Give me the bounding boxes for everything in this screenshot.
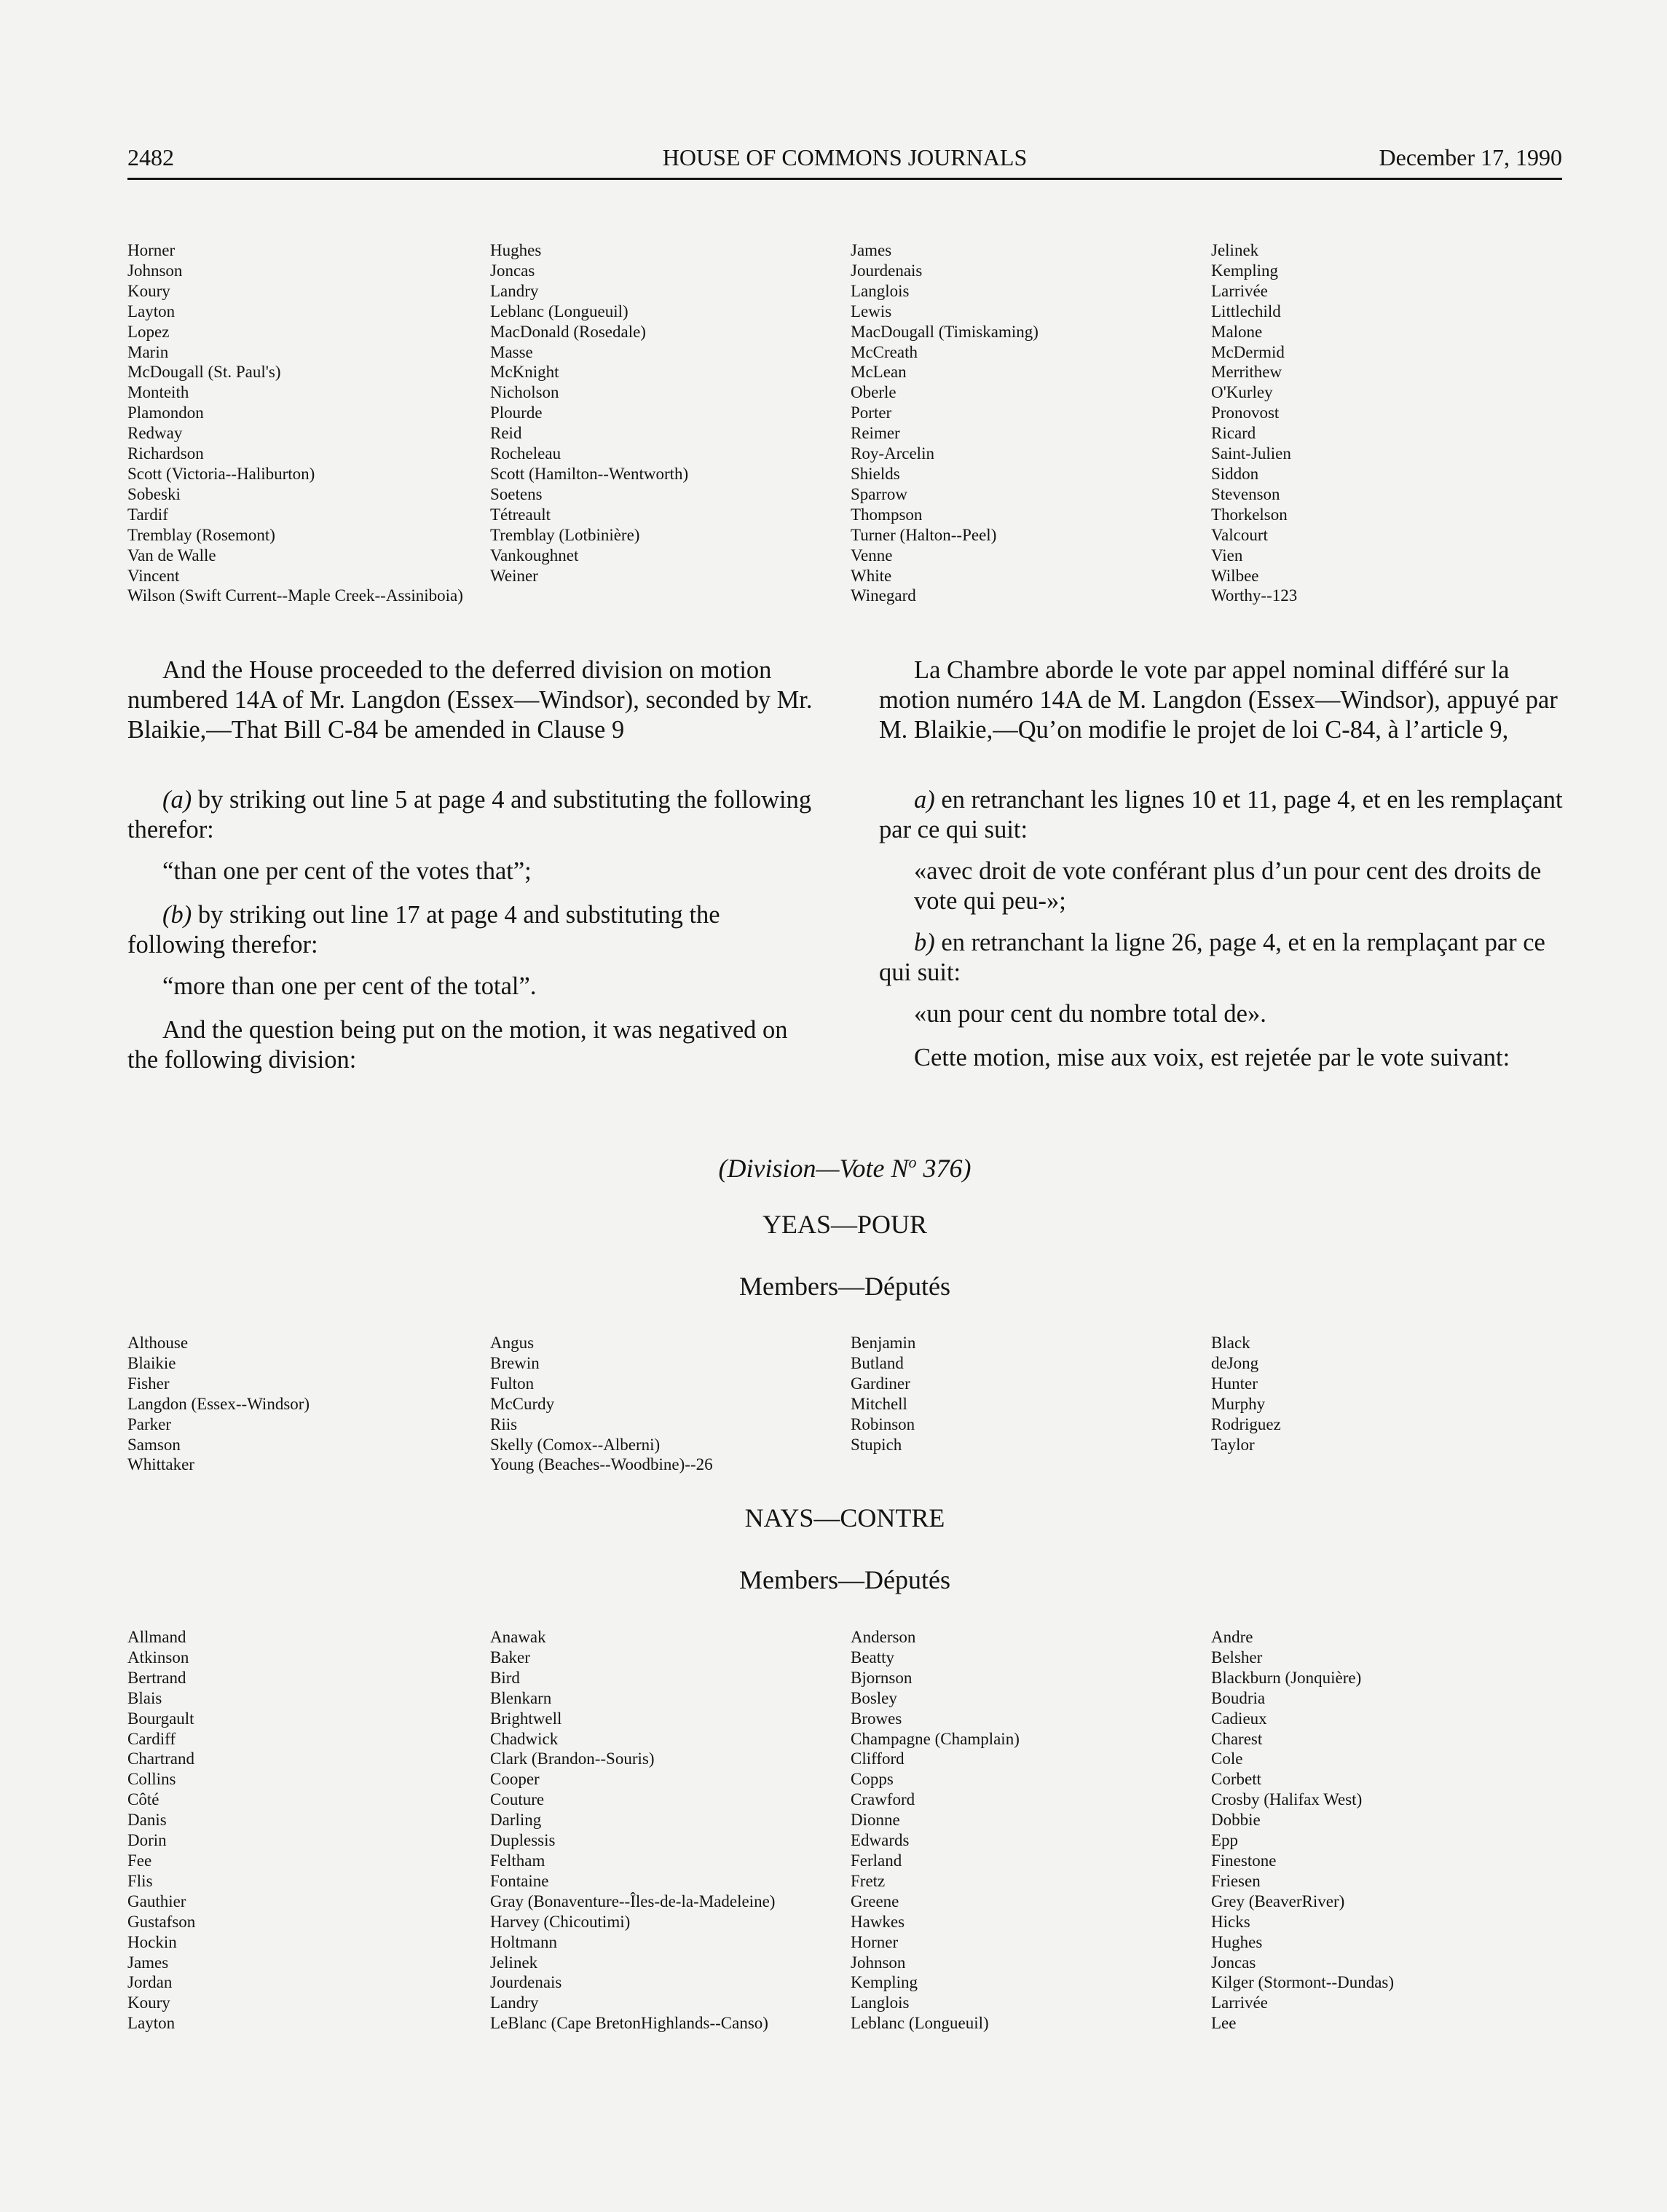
member-name: Skelly (Comox--Alberni) — [490, 1435, 661, 1454]
member-name: Marin — [127, 342, 169, 361]
division-label-text: Division—Vote N — [727, 1154, 909, 1183]
member-name: Plamondon — [127, 404, 204, 422]
member-name: Leblanc (Longueuil) — [490, 302, 628, 320]
member-name: Johnson — [127, 261, 183, 280]
member-name: Chartrand — [127, 1749, 194, 1768]
member-name: Hockin — [127, 1932, 177, 1951]
member-name: Bird — [490, 1668, 520, 1687]
member-name: Pronovost — [1211, 404, 1280, 422]
member-name: Gardiner — [851, 1374, 910, 1393]
yeas-col-4 — [1211, 1333, 1281, 1455]
member-name: Hughes — [490, 241, 542, 259]
member-name: Roy-Arcelin — [851, 444, 934, 463]
member-name: Ricard — [1211, 424, 1256, 443]
member-name: Van de Walle — [127, 546, 216, 564]
page-number: 2482 — [127, 144, 174, 170]
member-name: Sobeski — [127, 484, 181, 503]
member-name: Oberle — [851, 383, 896, 402]
member-name: Baker — [490, 1648, 530, 1666]
member-name: Brightwell — [490, 1709, 562, 1728]
member-name: James — [127, 1953, 169, 1972]
yeas-members-heading: Members—Députés — [739, 1272, 950, 1301]
member-name: Langlois — [851, 281, 910, 300]
member-name: Scott (Victoria--Haliburton) — [127, 464, 315, 483]
member-name: McCurdy — [490, 1394, 555, 1413]
member-name: Taylor — [1211, 1435, 1255, 1454]
member-name: Gustafson — [127, 1912, 196, 1931]
member-name: LeBlanc (Cape BretonHighlands--Canso) — [490, 2014, 768, 2033]
member-name: Whittaker — [127, 1455, 194, 1474]
member-name: Kilger (Stormont--Dundas) — [1211, 1973, 1395, 1992]
member-name: Darling — [490, 1811, 542, 1830]
member-name: Crawford — [851, 1790, 915, 1809]
member-name: Porter — [851, 404, 892, 422]
member-name: Sparrow — [851, 484, 907, 503]
member-name: Dobbie — [1211, 1811, 1261, 1830]
english-marker-a: (a) — [162, 786, 192, 814]
prior-list-col-1 — [127, 240, 315, 586]
english-text — [127, 656, 819, 1075]
member-name: Leblanc (Longueuil) — [851, 2014, 989, 2033]
page-header — [127, 140, 1562, 176]
member-name: Rocheleau — [490, 444, 561, 463]
yeas-members-list — [127, 1333, 1562, 1479]
member-name: Boudria — [1211, 1688, 1266, 1707]
french-quote-a: «avec droit de vote conférant plus d’un pour cent des droits de vote qui peu-»; — [914, 857, 1542, 915]
french-para-b — [879, 928, 1571, 986]
member-name: Rodriguez — [1211, 1414, 1281, 1433]
member-name: Malone — [1211, 322, 1263, 341]
member-name: Crosby (Halifax West) — [1211, 1790, 1363, 1809]
division-label: (Division—Vote $N^o$ 376) — [718, 1153, 972, 1183]
english-result: And the question being put on the motion, it was negatived on the following division: — [127, 1016, 788, 1074]
member-name: Cole — [1211, 1749, 1243, 1768]
member-name: Jelinek — [1211, 241, 1259, 259]
french-result: Cette motion, mise aux voix, est rejetée par le vote suivant: — [914, 1044, 1510, 1071]
member-name: Côté — [127, 1790, 159, 1809]
member-name: Belsher — [1211, 1648, 1263, 1666]
member-name: McLean — [851, 363, 907, 382]
member-name: MacDonald (Rosedale) — [490, 322, 646, 341]
member-name: Charest — [1211, 1729, 1263, 1748]
english-quote-b: “more than one per cent of the total”. — [162, 972, 537, 1000]
member-name: Couture — [490, 1790, 545, 1809]
member-name: Clifford — [851, 1749, 905, 1768]
member-name: Layton — [127, 2014, 176, 2033]
nays-members-heading: Members—Députés — [739, 1565, 950, 1594]
member-name: Benjamin — [851, 1334, 916, 1352]
member-name: Atkinson — [127, 1648, 189, 1666]
member-name: Hawkes — [851, 1912, 905, 1931]
french-marker-b: b) — [914, 929, 935, 956]
member-name: Flis — [127, 1871, 153, 1890]
member-name: Thorkelson — [1211, 505, 1288, 524]
member-name: McDermid — [1211, 342, 1285, 361]
member-name: Fisher — [127, 1374, 170, 1393]
prior-list-col-4 — [1211, 240, 1297, 606]
member-name: Harvey (Chicoutimi) — [490, 1912, 631, 1931]
member-name: Hicks — [1211, 1912, 1250, 1931]
member-name: Bjornson — [851, 1668, 913, 1687]
member-name: Larrivée — [1211, 281, 1268, 300]
member-name: McKnight — [490, 363, 559, 382]
french-para-a — [879, 785, 1571, 843]
member-name: Riis — [490, 1414, 518, 1433]
member-name: Tremblay (Lotbinière) — [490, 525, 640, 544]
member-name: Hunter — [1211, 1374, 1258, 1393]
member-name: Wilbee — [1211, 566, 1259, 585]
member-name: White — [851, 566, 892, 585]
member-name: Finestone — [1211, 1851, 1277, 1870]
member-name: Champagne (Champlain) — [851, 1729, 1020, 1748]
member-name: Cadieux — [1211, 1709, 1267, 1728]
member-name: Copps — [851, 1770, 894, 1789]
member-name: Dorin — [127, 1831, 167, 1850]
journal-title: HOUSE OF COMMONS JOURNALS — [662, 144, 1028, 170]
french-marker-a: a) — [914, 786, 935, 814]
yeas-col-3 — [851, 1333, 915, 1455]
member-name: Fee — [127, 1851, 152, 1870]
member-name: Vincent — [127, 566, 180, 585]
member-name: Littlechild — [1211, 302, 1281, 320]
member-name: Beatty — [851, 1648, 895, 1666]
member-name: Vien — [1211, 546, 1243, 564]
prior-list-col-2 — [490, 240, 688, 586]
member-name: Mitchell — [851, 1394, 907, 1413]
member-name: Angus — [490, 1334, 535, 1352]
member-name: Brewin — [490, 1353, 540, 1372]
member-name: Blackburn (Jonquière) — [1211, 1668, 1362, 1687]
member-name: Lopez — [127, 322, 170, 341]
member-name: deJong — [1211, 1353, 1259, 1372]
member-name: MacDougall (Timiskaming) — [851, 322, 1039, 341]
member-name: Richardson — [127, 444, 204, 463]
member-name: Blenkarn — [490, 1688, 552, 1707]
member-name: Feltham — [490, 1851, 545, 1870]
english-text-a: by striking out line 5 at page 4 and substituting the following therefor: — [127, 786, 812, 843]
yeas-col-2 — [490, 1333, 713, 1475]
member-name: Vankoughnet — [490, 546, 579, 564]
member-name: Holtmann — [490, 1932, 557, 1951]
member-name: Koury — [127, 281, 170, 300]
member-name: Friesen — [1211, 1871, 1261, 1890]
member-name: Gauthier — [127, 1892, 186, 1910]
journal-date: December 17, 1990 — [1379, 144, 1562, 170]
member-name: Jourdenais — [490, 1973, 562, 1992]
member-name: Masse — [490, 342, 533, 361]
member-name: Stevenson — [1211, 484, 1280, 503]
member-name: Langdon (Essex--Windsor) — [127, 1394, 310, 1413]
member-name: Joncas — [1211, 1953, 1256, 1972]
member-name: Butland — [851, 1353, 904, 1372]
member-name: Merrithew — [1211, 363, 1282, 382]
member-name: Dionne — [851, 1811, 900, 1830]
member-name: Worthy--123 — [1211, 586, 1298, 605]
yeas-heading: YEAS—POUR — [762, 1210, 928, 1239]
english-quote-a: “than one per cent of the votes that”; — [162, 857, 532, 885]
french-text — [879, 656, 1571, 1073]
member-name: Corbett — [1211, 1770, 1261, 1789]
member-name: Anderson — [851, 1628, 916, 1646]
member-name: Browes — [851, 1709, 902, 1728]
member-name: Grey (BeaverRiver) — [1211, 1892, 1345, 1910]
member-name: Collins — [127, 1770, 176, 1789]
member-name: James — [851, 241, 892, 259]
english-marker-b: (b) — [162, 901, 192, 929]
member-name: Fulton — [490, 1374, 535, 1393]
member-name: Tardif — [127, 505, 168, 524]
member-name: Thompson — [851, 505, 923, 524]
member-name: Lee — [1211, 2014, 1237, 2033]
prior-members-list — [127, 240, 1562, 612]
english-text-b: by striking out line 17 at page 4 and substituting the following therefor: — [127, 901, 720, 959]
member-name: Lewis — [851, 302, 892, 320]
member-name: Parker — [127, 1414, 172, 1433]
member-name: Langlois — [851, 1993, 910, 2012]
member-name: Samson — [127, 1435, 181, 1454]
member-name: O'Kurley — [1211, 383, 1273, 402]
member-name: Jordan — [127, 1973, 173, 1992]
member-name: Clark (Brandon--Souris) — [490, 1749, 655, 1768]
member-name: Reid — [490, 424, 522, 443]
member-name: Landry — [490, 1993, 539, 2012]
member-name: Landry — [490, 281, 539, 300]
member-name: Stupich — [851, 1435, 902, 1454]
member-name: Allmand — [127, 1628, 186, 1646]
member-name: Scott (Hamilton--Wentworth) — [490, 464, 689, 483]
member-name: Greene — [851, 1892, 899, 1910]
member-name: Kempling — [851, 1973, 918, 1992]
member-name: Layton — [127, 302, 176, 320]
member-name: Reimer — [851, 424, 900, 443]
nays-heading: NAYS—CONTRE — [744, 1503, 945, 1532]
member-name: Joncas — [490, 261, 535, 280]
member-name: Bourgault — [127, 1709, 194, 1728]
member-name: Plourde — [490, 404, 543, 422]
member-name: Hughes — [1211, 1932, 1263, 1951]
french-quote-b: «un pour cent du nombre total de». — [914, 1000, 1266, 1028]
member-name: Saint-Julien — [1211, 444, 1291, 463]
member-name: Danis — [127, 1811, 167, 1830]
member-name: Fretz — [851, 1871, 886, 1890]
member-name: Bertrand — [127, 1668, 186, 1687]
member-name: Horner — [851, 1932, 899, 1951]
member-name: Gray (Bonaventure--Îles-de-la-Madeleine) — [490, 1892, 776, 1910]
member-name: Murphy — [1211, 1394, 1266, 1413]
member-name: Valcourt — [1211, 525, 1268, 544]
member-name: Epp — [1211, 1831, 1239, 1850]
french-text-a: en retranchant les lignes 10 et 11, page 4, et en les remplaçant par ce qui suit: — [879, 786, 1563, 843]
member-name: Horner — [127, 241, 176, 259]
nays-col-4 — [1211, 1627, 1394, 2034]
member-name: Koury — [127, 1993, 170, 2012]
member-name: Nicholson — [490, 383, 559, 402]
member-name: Monteith — [127, 383, 189, 402]
division-number: 376 — [916, 1154, 963, 1183]
member-name: Anawak — [490, 1628, 546, 1646]
english-intro: And the House proceeded to the deferred division on motion numbered 14A of Mr. Langdon (Essex—Windsor), seconded by Mr. Blaikie,—That Bill C-84 be amended in Clause 9 — [127, 656, 813, 744]
division-label-sup: o — [908, 1153, 917, 1171]
yeas-col-1 — [127, 1333, 310, 1475]
prior-list-last-line: Wilson (Swift Current--Maple Creek--Assiniboia) — [127, 586, 463, 605]
member-name: Jelinek — [490, 1953, 538, 1972]
member-name: Larrivée — [1211, 1993, 1268, 2012]
member-name: Bosley — [851, 1688, 897, 1707]
member-name: Duplessis — [490, 1831, 556, 1850]
french-text-b: en retranchant la ligne 26, page 4, et en la remplaçant par ce qui suit: — [879, 929, 1545, 986]
nays-col-1 — [127, 1627, 195, 2034]
member-name: Blaikie — [127, 1353, 176, 1372]
member-name: Fontaine — [490, 1871, 549, 1890]
english-para-b — [127, 900, 819, 959]
member-name: Blais — [127, 1688, 162, 1707]
member-name: Kempling — [1211, 261, 1278, 280]
member-name: Andre — [1211, 1628, 1253, 1646]
nays-members-list — [127, 1627, 1562, 2042]
member-name: Soetens — [490, 484, 543, 503]
french-intro: La Chambre aborde le vote par appel nominal différé sur la motion numéro 14A de M. Langdon (Essex—Windsor), appuyé par M. Blaikie,—Qu’on modifie le projet de loi C-84, à l’article 9, — [879, 656, 1558, 744]
member-name: Cooper — [490, 1770, 540, 1789]
member-name: Cardiff — [127, 1729, 176, 1748]
member-name: Jourdenais — [851, 261, 923, 280]
member-name: Edwards — [851, 1831, 910, 1850]
member-name: Johnson — [851, 1953, 906, 1972]
member-name: McDougall (St. Paul's) — [127, 363, 281, 382]
member-name: Tremblay (Rosemont) — [127, 525, 275, 544]
member-name: Venne — [851, 546, 893, 564]
header-rule — [127, 178, 1562, 180]
english-para-a — [127, 785, 819, 843]
prior-list-col-3 — [851, 240, 1039, 606]
member-name: Winegard — [851, 586, 916, 605]
member-name: Chadwick — [490, 1729, 559, 1748]
member-name: Siddon — [1211, 464, 1259, 483]
member-name: Young (Beaches--Woodbine)--26 — [490, 1455, 713, 1474]
member-name: Ferland — [851, 1851, 902, 1870]
member-name: McCreath — [851, 342, 918, 361]
member-name: Shields — [851, 464, 900, 483]
member-name: Turner (Halton--Peel) — [851, 525, 997, 544]
member-name: Althouse — [127, 1334, 189, 1352]
member-name: Redway — [127, 424, 183, 443]
member-name: Black — [1211, 1334, 1250, 1352]
nays-col-3 — [851, 1627, 1020, 2034]
member-name: Weiner — [490, 566, 538, 585]
member-name: Robinson — [851, 1414, 915, 1433]
member-name: Tétreault — [490, 505, 551, 524]
nays-col-2 — [490, 1627, 775, 2034]
